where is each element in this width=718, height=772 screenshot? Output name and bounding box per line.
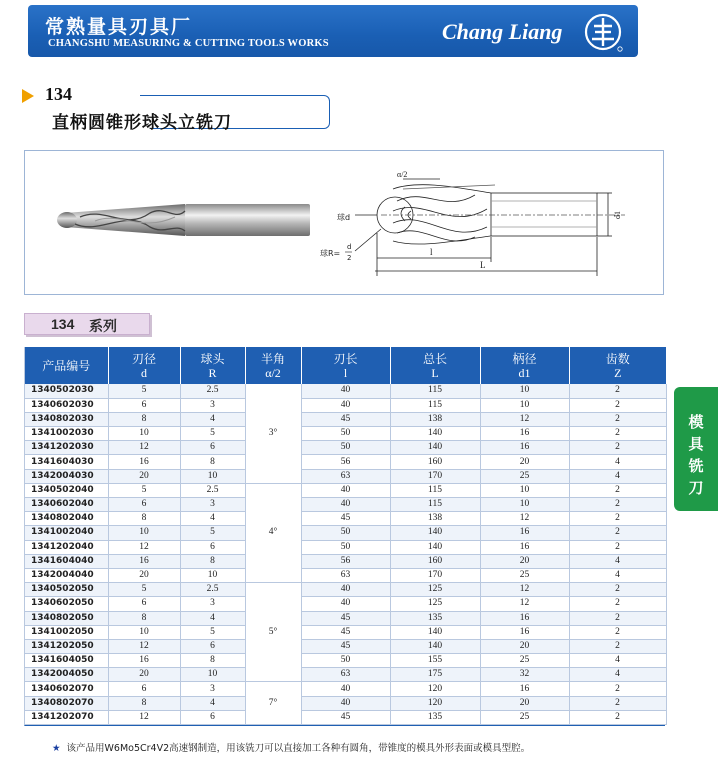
cell-L: 140 bbox=[390, 526, 480, 540]
column-header bbox=[301, 347, 390, 384]
cell-L: 175 bbox=[390, 668, 480, 682]
table-header-row bbox=[25, 347, 666, 384]
table-row bbox=[25, 696, 666, 710]
cell-d: 12 bbox=[108, 639, 180, 653]
cell-R: 3 bbox=[180, 682, 245, 696]
cell-l: 45 bbox=[301, 611, 390, 625]
cell-d1: 20 bbox=[480, 554, 569, 568]
cell-R: 2.5 bbox=[180, 583, 245, 597]
cell-L: 135 bbox=[390, 611, 480, 625]
cell-pid: 1340602050 bbox=[25, 597, 108, 611]
cell-pid: 1341202050 bbox=[25, 639, 108, 653]
cell-d1: 25 bbox=[480, 654, 569, 668]
table-row bbox=[25, 710, 666, 724]
cell-L: 120 bbox=[390, 682, 480, 696]
table-row bbox=[25, 540, 666, 554]
cell-Z: 4 bbox=[569, 668, 666, 682]
cell-l: 50 bbox=[301, 441, 390, 455]
cell-half-angle: 4° bbox=[245, 483, 301, 582]
cell-L: 160 bbox=[390, 455, 480, 469]
cell-d1: 10 bbox=[480, 384, 569, 398]
cell-R: 8 bbox=[180, 455, 245, 469]
cell-L: 115 bbox=[390, 483, 480, 497]
cell-l: 63 bbox=[301, 568, 390, 582]
cell-l: 45 bbox=[301, 625, 390, 639]
table-row bbox=[25, 498, 666, 512]
cell-Z: 2 bbox=[569, 597, 666, 611]
cell-pid: 1341604030 bbox=[25, 455, 108, 469]
cell-R: 5 bbox=[180, 526, 245, 540]
cell-d1: 12 bbox=[480, 597, 569, 611]
cell-Z: 2 bbox=[569, 625, 666, 639]
cell-l: 50 bbox=[301, 427, 390, 441]
table-row bbox=[25, 682, 666, 696]
cell-half-angle: 5° bbox=[245, 583, 301, 682]
column-header bbox=[569, 347, 666, 384]
cell-L: 155 bbox=[390, 654, 480, 668]
cell-Z: 2 bbox=[569, 540, 666, 554]
cell-d: 12 bbox=[108, 540, 180, 554]
table-row bbox=[25, 568, 666, 582]
column-header bbox=[25, 347, 108, 384]
table-row bbox=[25, 611, 666, 625]
cell-pid: 1342004050 bbox=[25, 668, 108, 682]
cell-l: 40 bbox=[301, 398, 390, 412]
side-tab-char: 刀 bbox=[688, 479, 704, 497]
cell-R: 3 bbox=[180, 498, 245, 512]
ball-radius-label: 球R= bbox=[320, 249, 341, 258]
category-side-tab bbox=[674, 387, 718, 511]
table-row bbox=[25, 412, 666, 426]
cell-l: 45 bbox=[301, 412, 390, 426]
cell-l: 63 bbox=[301, 469, 390, 483]
column-header-symbol: d1 bbox=[518, 365, 531, 380]
cell-Z: 2 bbox=[569, 384, 666, 398]
column-header-label: 刃径 bbox=[131, 351, 156, 366]
cell-d1: 16 bbox=[480, 441, 569, 455]
cell-d: 16 bbox=[108, 455, 180, 469]
cell-L: 140 bbox=[390, 639, 480, 653]
cell-d: 8 bbox=[108, 512, 180, 526]
cell-half-angle: 3° bbox=[245, 384, 301, 483]
column-header bbox=[180, 347, 245, 384]
cell-pid: 1341202070 bbox=[25, 710, 108, 724]
cell-l: 40 bbox=[301, 498, 390, 512]
series-label bbox=[24, 313, 150, 335]
table-row bbox=[25, 455, 666, 469]
table-row bbox=[25, 526, 666, 540]
cutter-technical-drawing bbox=[355, 179, 625, 276]
cell-R: 2.5 bbox=[180, 483, 245, 497]
cell-l: 63 bbox=[301, 668, 390, 682]
cell-pid: 1342004030 bbox=[25, 469, 108, 483]
table-row bbox=[25, 427, 666, 441]
cell-R: 6 bbox=[180, 441, 245, 455]
cell-d1: 16 bbox=[480, 427, 569, 441]
flute-length-label: l bbox=[430, 247, 433, 257]
cell-d1: 16 bbox=[480, 611, 569, 625]
column-header-symbol: Z bbox=[614, 365, 622, 380]
cell-pid: 1341002050 bbox=[25, 625, 108, 639]
cell-pid: 1341002040 bbox=[25, 526, 108, 540]
cell-R: 4 bbox=[180, 512, 245, 526]
cell-d1: 16 bbox=[480, 526, 569, 540]
header-banner bbox=[28, 5, 638, 57]
cell-d1: 20 bbox=[480, 639, 569, 653]
cell-pid: 1341202040 bbox=[25, 540, 108, 554]
cell-d: 5 bbox=[108, 583, 180, 597]
cell-R: 4 bbox=[180, 696, 245, 710]
company-name-en: CHANGSHU MEASURING & CUTTING TOOLS WORKS bbox=[48, 38, 329, 49]
cell-l: 40 bbox=[301, 384, 390, 398]
side-tab-char: 模 bbox=[688, 413, 704, 431]
cell-L: 160 bbox=[390, 554, 480, 568]
cell-Z: 2 bbox=[569, 682, 666, 696]
cell-l: 40 bbox=[301, 583, 390, 597]
cell-l: 50 bbox=[301, 654, 390, 668]
column-header-label: 总长 bbox=[422, 351, 447, 366]
table-row bbox=[25, 597, 666, 611]
total-length-label: L bbox=[480, 260, 486, 270]
cell-Z: 4 bbox=[569, 469, 666, 483]
cell-Z: 2 bbox=[569, 710, 666, 724]
cell-Z: 2 bbox=[569, 398, 666, 412]
cell-d1: 12 bbox=[480, 412, 569, 426]
product-drawing-panel bbox=[24, 150, 664, 295]
cell-d: 6 bbox=[108, 597, 180, 611]
table-row bbox=[25, 483, 666, 497]
cell-l: 50 bbox=[301, 540, 390, 554]
cell-d1: 10 bbox=[480, 483, 569, 497]
cell-pid: 1342004040 bbox=[25, 568, 108, 582]
cell-d: 8 bbox=[108, 611, 180, 625]
table-row bbox=[25, 625, 666, 639]
column-header-label: 球头 bbox=[200, 351, 225, 366]
cell-Z: 2 bbox=[569, 639, 666, 653]
cell-d1: 12 bbox=[480, 512, 569, 526]
spec-table bbox=[24, 347, 665, 726]
cell-L: 138 bbox=[390, 412, 480, 426]
cell-l: 45 bbox=[301, 512, 390, 526]
series-text: 系列 bbox=[89, 319, 117, 335]
cell-R: 2.5 bbox=[180, 384, 245, 398]
cell-pid: 1340502040 bbox=[25, 483, 108, 497]
star-icon: ★ bbox=[52, 743, 61, 754]
cell-R: 4 bbox=[180, 611, 245, 625]
cell-d: 8 bbox=[108, 412, 180, 426]
series-code: 134 bbox=[51, 316, 75, 332]
side-tab-char: 铣 bbox=[688, 457, 704, 475]
table-row bbox=[25, 512, 666, 526]
cell-pid: 1340602040 bbox=[25, 498, 108, 512]
cell-L: 140 bbox=[390, 540, 480, 554]
cell-L: 115 bbox=[390, 498, 480, 512]
cell-d1: 25 bbox=[480, 568, 569, 582]
note-text: 该产品用W6Mo5Cr4V2高速钢制造，用该铣刀可以直接加工各种有圆角，带锥度的模具外形表面或模具型腔。 bbox=[66, 743, 531, 754]
cell-L: 170 bbox=[390, 469, 480, 483]
cutter-photo bbox=[57, 204, 310, 236]
cell-Z: 4 bbox=[569, 568, 666, 582]
cell-d: 10 bbox=[108, 625, 180, 639]
cell-R: 3 bbox=[180, 398, 245, 412]
ball-radius-denominator: 2 bbox=[347, 254, 352, 262]
column-header bbox=[108, 347, 180, 384]
cell-R: 6 bbox=[180, 540, 245, 554]
cell-Z: 2 bbox=[569, 583, 666, 597]
shank-diameter-label: d1 bbox=[613, 211, 622, 219]
cell-Z: 2 bbox=[569, 611, 666, 625]
cell-d: 16 bbox=[108, 554, 180, 568]
cell-d: 6 bbox=[108, 682, 180, 696]
cell-d: 6 bbox=[108, 398, 180, 412]
ball-diameter-label: 球d bbox=[337, 213, 351, 222]
side-tab-char: 具 bbox=[688, 435, 704, 453]
table-body bbox=[25, 384, 666, 725]
cell-d: 20 bbox=[108, 469, 180, 483]
cell-l: 50 bbox=[301, 526, 390, 540]
cell-Z: 2 bbox=[569, 696, 666, 710]
cutter-illustration bbox=[25, 151, 665, 296]
cell-d: 8 bbox=[108, 696, 180, 710]
cell-l: 56 bbox=[301, 554, 390, 568]
cell-Z: 2 bbox=[569, 498, 666, 512]
cell-R: 6 bbox=[180, 710, 245, 724]
cell-Z: 4 bbox=[569, 554, 666, 568]
column-header-symbol: L bbox=[431, 365, 439, 380]
column-header-label: 产品编号 bbox=[42, 358, 91, 373]
cell-pid: 1340502030 bbox=[25, 384, 108, 398]
cell-L: 135 bbox=[390, 710, 480, 724]
cell-l: 56 bbox=[301, 455, 390, 469]
cell-Z: 4 bbox=[569, 654, 666, 668]
cell-half-angle: 7° bbox=[245, 682, 301, 725]
title-marker-icon bbox=[22, 89, 34, 103]
product-code: 134 bbox=[45, 84, 72, 104]
cell-d1: 16 bbox=[480, 540, 569, 554]
table-row bbox=[25, 668, 666, 682]
company-name-cn: 常熟量具刃具厂 bbox=[45, 16, 193, 38]
cell-R: 10 bbox=[180, 469, 245, 483]
cell-Z: 4 bbox=[569, 455, 666, 469]
table-row bbox=[25, 639, 666, 653]
cell-L: 125 bbox=[390, 597, 480, 611]
table-row bbox=[25, 398, 666, 412]
cell-d: 6 bbox=[108, 498, 180, 512]
table-row bbox=[25, 554, 666, 568]
cell-pid: 1340802040 bbox=[25, 512, 108, 526]
cell-l: 40 bbox=[301, 696, 390, 710]
column-header bbox=[390, 347, 480, 384]
column-header-symbol: α/2 bbox=[265, 365, 281, 380]
column-header-symbol: d bbox=[141, 365, 147, 380]
cell-d1: 16 bbox=[480, 682, 569, 696]
cell-l: 45 bbox=[301, 710, 390, 724]
cell-d: 20 bbox=[108, 668, 180, 682]
cell-d: 12 bbox=[108, 710, 180, 724]
cell-L: 170 bbox=[390, 568, 480, 582]
cell-Z: 2 bbox=[569, 512, 666, 526]
cell-R: 5 bbox=[180, 427, 245, 441]
table-row bbox=[25, 654, 666, 668]
cell-pid: 1340802050 bbox=[25, 611, 108, 625]
cell-R: 10 bbox=[180, 668, 245, 682]
cell-R: 5 bbox=[180, 625, 245, 639]
cell-pid: 1340602030 bbox=[25, 398, 108, 412]
cell-Z: 2 bbox=[569, 427, 666, 441]
cell-L: 140 bbox=[390, 441, 480, 455]
cell-Z: 2 bbox=[569, 441, 666, 455]
cell-d1: 25 bbox=[480, 710, 569, 724]
cell-L: 125 bbox=[390, 583, 480, 597]
cell-d: 10 bbox=[108, 526, 180, 540]
column-header-label: 齿数 bbox=[605, 351, 630, 366]
cell-pid: 1340802030 bbox=[25, 412, 108, 426]
cell-d1: 12 bbox=[480, 583, 569, 597]
column-header-label: 柄径 bbox=[512, 351, 537, 366]
cell-pid: 1340502050 bbox=[25, 583, 108, 597]
cell-d1: 16 bbox=[480, 625, 569, 639]
cell-Z: 2 bbox=[569, 483, 666, 497]
cell-L: 140 bbox=[390, 625, 480, 639]
cell-l: 40 bbox=[301, 682, 390, 696]
table-row bbox=[25, 583, 666, 597]
cell-L: 120 bbox=[390, 696, 480, 710]
table-row bbox=[25, 441, 666, 455]
cell-d1: 20 bbox=[480, 696, 569, 710]
cell-d1: 32 bbox=[480, 668, 569, 682]
cell-l: 40 bbox=[301, 597, 390, 611]
column-header bbox=[245, 347, 301, 384]
cell-d: 20 bbox=[108, 568, 180, 582]
cell-pid: 1341002030 bbox=[25, 427, 108, 441]
ball-radius-numerator: d bbox=[347, 243, 352, 251]
column-header-label: 刃长 bbox=[333, 351, 358, 366]
column-header-symbol: R bbox=[208, 365, 217, 380]
cell-d: 10 bbox=[108, 427, 180, 441]
alpha-label: α/2 bbox=[397, 170, 408, 179]
cell-L: 138 bbox=[390, 512, 480, 526]
cell-d1: 10 bbox=[480, 398, 569, 412]
cell-d1: 20 bbox=[480, 455, 569, 469]
company-logo-icon bbox=[583, 12, 623, 52]
cell-Z: 2 bbox=[569, 526, 666, 540]
cell-L: 140 bbox=[390, 427, 480, 441]
cell-d: 12 bbox=[108, 441, 180, 455]
table-row bbox=[25, 469, 666, 483]
cell-R: 10 bbox=[180, 568, 245, 582]
cell-R: 6 bbox=[180, 639, 245, 653]
cell-pid: 1341202030 bbox=[25, 441, 108, 455]
cell-L: 115 bbox=[390, 384, 480, 398]
brand-name: Chang Liang bbox=[442, 19, 563, 44]
product-name: 直柄圆锥形球头立铣刀 bbox=[52, 113, 232, 133]
cell-R: 8 bbox=[180, 654, 245, 668]
cell-R: 4 bbox=[180, 412, 245, 426]
cell-d: 16 bbox=[108, 654, 180, 668]
cell-pid: 1340802070 bbox=[25, 696, 108, 710]
cell-pid: 1340602070 bbox=[25, 682, 108, 696]
cell-d: 5 bbox=[108, 384, 180, 398]
column-header-label: 半角 bbox=[260, 351, 285, 366]
cell-d1: 10 bbox=[480, 498, 569, 512]
product-note bbox=[52, 740, 530, 754]
cell-d: 5 bbox=[108, 483, 180, 497]
cell-pid: 1341604050 bbox=[25, 654, 108, 668]
cell-l: 40 bbox=[301, 483, 390, 497]
cell-Z: 2 bbox=[569, 412, 666, 426]
column-header bbox=[480, 347, 569, 384]
cell-R: 8 bbox=[180, 554, 245, 568]
cell-pid: 1341604040 bbox=[25, 554, 108, 568]
cell-l: 45 bbox=[301, 639, 390, 653]
column-header-symbol: l bbox=[343, 365, 348, 380]
cell-L: 115 bbox=[390, 398, 480, 412]
table-row bbox=[25, 384, 666, 398]
cell-d1: 25 bbox=[480, 469, 569, 483]
cell-R: 3 bbox=[180, 597, 245, 611]
